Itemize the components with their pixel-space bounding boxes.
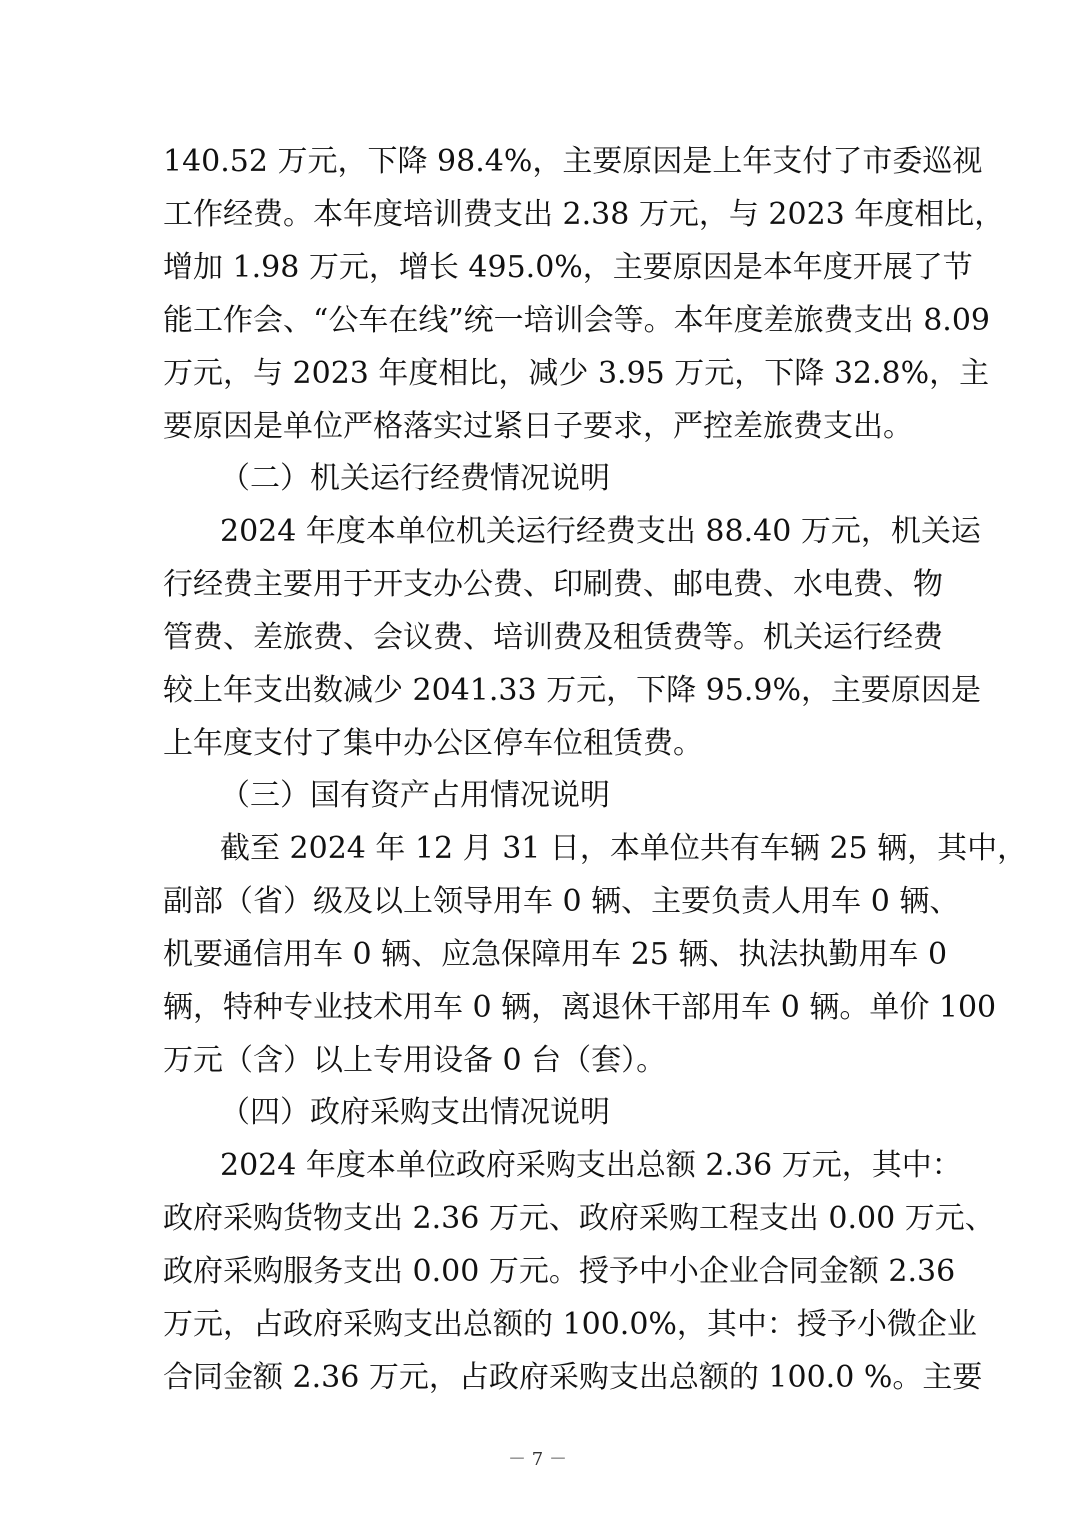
paragraph-line: 较上年支出数减少 2041.33 万元，下降 95.9%，主要原因是 — [163, 673, 981, 708]
paragraph-line: 2024 年度本单位机关运行经费支出 88.40 万元，机关运 — [220, 514, 981, 549]
paragraph-line: 政府采购服务支出 0.00 万元。授予中小企业合同金额 2.36 — [163, 1254, 956, 1289]
section-heading: （四）政府采购支出情况说明 — [220, 1095, 610, 1130]
paragraph-line: 140.52 万元，下降 98.4%，主要原因是上年支付了市委巡视 — [163, 144, 983, 179]
section-heading: （三）国有资产占用情况说明 — [220, 778, 610, 813]
paragraph-line: 辆，特种专业技术用车 0 辆，离退休干部用车 0 辆。单价 100 — [163, 990, 997, 1025]
paragraph-line: 合同金额 2.36 万元，占政府采购支出总额的 100.0 %。主要 — [163, 1360, 983, 1395]
paragraph-line: 副部（省）级及以上领导用车 0 辆、主要负责人用车 0 辆、 — [163, 884, 960, 919]
page-number: － 7 － — [508, 1449, 567, 1470]
paragraph-line: 增加 1.98 万元，增长 495.0%，主要原因是本年度开展了节 — [163, 250, 973, 285]
paragraph-line: 2024 年度本单位政府采购支出总额 2.36 万元，其中： — [220, 1148, 962, 1183]
paragraph-line: 能工作会、“公车在线”统一培训会等。本年度差旅费支出 8.09 — [163, 303, 991, 338]
paragraph-line: 政府采购货物支出 2.36 万元、政府采购工程支出 0.00 万元、 — [163, 1201, 995, 1236]
paragraph-line: 万元，占政府采购支出总额的 100.0%，其中：授予小微企业 — [163, 1307, 977, 1342]
paragraph-line: 要原因是单位严格落实过紧日子要求，严控差旅费支出。 — [163, 409, 913, 444]
paragraph-line: 行经费主要用于开支办公费、印刷费、邮电费、水电费、物 — [163, 567, 943, 602]
paragraph-line: 万元，与 2023 年度相比，减少 3.95 万元，下降 32.8%，主 — [163, 356, 990, 391]
paragraph-line: 万元（含）以上专用设备 0 台（套）。 — [163, 1043, 667, 1078]
paragraph-line: 工作经费。本年度培训费支出 2.38 万元，与 2023 年度相比， — [163, 197, 1005, 232]
paragraph-line: 管费、差旅费、会议费、培训费及租赁费等。机关运行经费 — [163, 620, 943, 655]
paragraph-line: 机要通信用车 0 辆、应急保障用车 25 辆、执法执勤用车 0 — [163, 937, 948, 972]
section-heading: （二）机关运行经费情况说明 — [220, 461, 610, 496]
paragraph-line: 上年度支付了集中办公区停车位租赁费。 — [163, 726, 703, 761]
paragraph-line: 截至 2024 年 12 月 31 日，本单位共有车辆 25 辆，其中， — [220, 831, 1028, 866]
